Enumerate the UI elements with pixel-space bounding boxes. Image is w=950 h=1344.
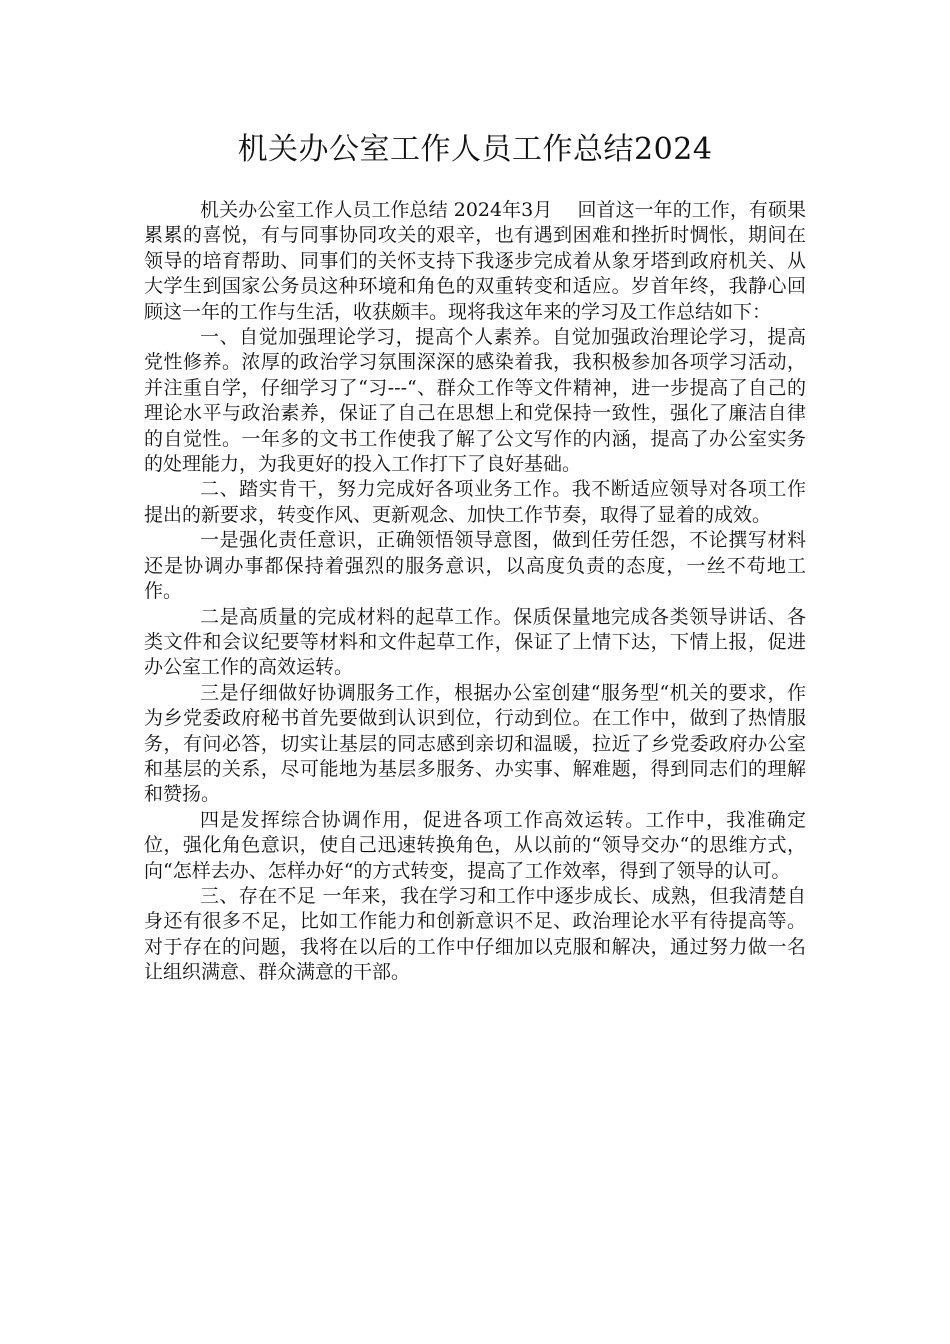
paragraph-theory-study: 一、自觉加强理论学习，提高个人素养。自觉加强政治理论学习，提高党性修养。浓厚的政治学习氛围深深的感染着我，我积极参加各项学习活动，并注重自学，仔细学习了“习---“、群众工作等文件精神，进一步提高了自己的理论水平与政治素养，保证了自己在思想上和党保持一致性，强化了廉洁自律的自觉性。一年多的文书工作使我了解了公文写作的内涵，提高了办公室实务的处理能力，为我更好的投入工作打下了良好基础。: [144, 326, 806, 476]
document-title: 机关办公室工作人员工作总结2024: [237, 132, 713, 167]
paragraph-intro: 机关办公室工作人员工作总结 2024年3月 回首这一年的工作，有硕果累累的喜悦，有与同事协同攻关的艰辛，也有遇到困难和挫折时惆怅，期间在领导的培育帮助、同事们的关怀支持下我逐步完成着从象牙塔到政府机关、从大学生到国家公务员这种环境和角色的双重转变和适应。岁首年终，我静心回顾这一年的工作与生活，收获颇丰。现将我这年来的学习及工作总结如下：: [144, 199, 806, 323]
paragraph-comprehensive-coordination: 四是发挥综合协调作用，促进各项工作高效运转。工作中，我准确定位，强化角色意识，使自己迅速转换角色，从以前的“领导交办“的思维方式，向“怎样去办、怎样办好“的方式转变，提高了工作效率，得到了领导的认可。: [144, 808, 806, 882]
paragraph-coordination-service: 三是仔细做好协调服务工作，根据办公室创建“服务型“机关的要求，作为乡党委政府秘书首先要做到认识到位，行动到位。在工作中，做到了热情服务，有问必答，切实让基层的同志感到亲切和温暖，拉近了乡党委政府办公室和基层的关系，尽可能地为基层多服务、办实事、解难题，得到同志们的理解和赞扬。: [144, 681, 806, 806]
paragraph-responsibility: 一是强化责任意识，正确领悟领导意图，做到任劳任怨，不论撰写材料还是协调办事都保持着强烈的服务意识，以高度负责的态度，一丝不苟地工作。: [144, 529, 806, 603]
paragraph-shortcomings: 三、存在不足 一年来，我在学习和工作中逐步成长、成熟，但我清楚自身还有很多不足，比如工作能力和创新意识不足、政治理论水平有待提高等。对于存在的问题，我将在以后的工作中仔细加以克服和解决，通过努力做一名让组织满意、群众满意的干部。: [144, 884, 806, 984]
paragraph-business-work: 二、踏实肯干，努力完成好各项业务工作。我不断适应领导对各项工作提出的新要求，转变作风、更新观念、加快工作节奏，取得了显着的成效。: [144, 478, 806, 526]
document-body: [144, 198, 806, 986]
paragraph-drafting: 二是高质量的完成材料的起草工作。保质保量地完成各类领导讲话、各类文件和会议纪要等材料和文件起草工作，保证了上情下达，下情上报，促进办公室工作的高效运转。: [144, 605, 806, 679]
